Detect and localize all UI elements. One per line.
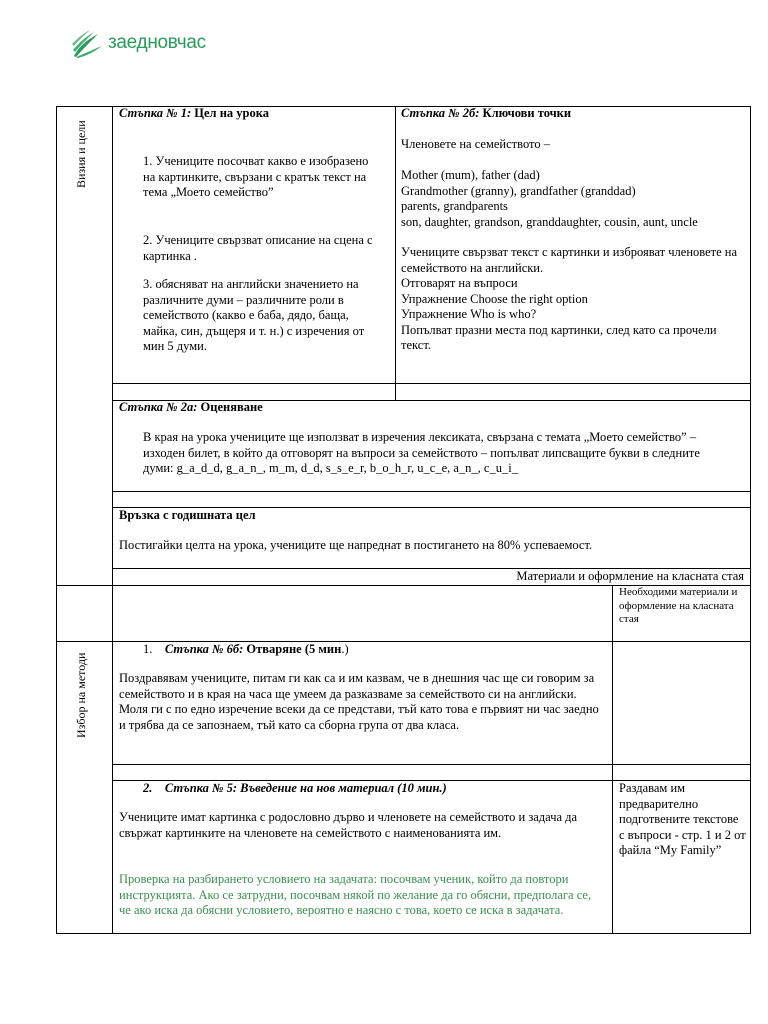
activity-line: Отговарят на въпроси (401, 276, 518, 290)
step2b-activities (401, 245, 741, 354)
step2b-heading: Стъпка № 2б: Ключови точки (401, 106, 572, 120)
logo (72, 24, 206, 62)
step6b-text: Поздравявам учениците, питам ги как са и им казвам, че в днешния час ще си говорим за семейството и в края на часа ще умеем да разказваме за семейството си на английски. Моля ги с по едно изречение всеки да се представи, тъй като това е първият ни час заедно и трябва да се запознаем, тъй като са сборна група от два класа. (119, 671, 599, 732)
row-divider (112, 491, 751, 492)
table-border-bottom (56, 933, 751, 934)
materials-header: Материали и оформление на класната стая (516, 569, 744, 583)
step1-item-3: 3. обясняват на английски значението на различните думи – различните роли в семейството (какво е баба, дядо, баща, майка, син, дъщеря и т. н.) с изречения от мин 5 думи. (143, 277, 365, 353)
step5-check-text: Проверка на разбирането условието на задачата: посочвам ученик, който да повтори инструкцията. Ако се затрудни, посочвам някой по желание да го обясни, предполага се, че ако иска да обясни условието, вероятно е наясно с това, което се иска в задачата. (119, 872, 592, 917)
step2b-lines (401, 168, 749, 230)
leaf-fan-icon (72, 28, 104, 58)
activity-line: Учениците свързват текст с картинки и изброяват членовете на семейството на английски. (401, 245, 738, 275)
vocab-line: son, daughter, grandson, granddaughter, cousin, aunt, uncle (401, 214, 698, 229)
step2b-intro: Членовете на семейството – (401, 137, 550, 151)
column-divider (612, 585, 613, 934)
side-label-methods: Избор на методи (74, 652, 88, 738)
step1-item-1: 1. Учениците посочват какво е изобразено на картинките, свързани с кратък текст на тема „Моето семейство” (143, 154, 369, 199)
step5-materials: Раздавам им предварително подготвените текстове с въпроси - стр. 1 и 2 от файла “My Family” (619, 781, 746, 857)
activity-line: Упражнение Choose the right option (401, 291, 588, 306)
annual-goal-heading: Връзка с годишната цел (119, 508, 256, 522)
vocab-line: Grandmother (granny), grandfather (granddad) (401, 183, 636, 198)
step2a-heading: Стъпка № 2а: Оценяване (119, 400, 263, 414)
table-border-right (750, 106, 751, 934)
row-divider (112, 764, 751, 765)
table-border-left (56, 106, 57, 934)
annual-goal-text: Постигайки целта на урока, учениците ще напреднат в постигането на 80% успеваемост. (119, 538, 593, 552)
side-label-vision: Визия и цели (74, 120, 88, 188)
row-divider (112, 383, 751, 384)
column-divider (112, 106, 113, 934)
step5-text: Учениците имат картинка с родословно дърво и членовете на семейството и задача да свържат картинките на членовете на семейството с наименованията им. (119, 810, 578, 840)
step1-heading: Стъпка № 1: Цел на урока (119, 106, 269, 120)
logo-text: заедновчас (108, 32, 206, 53)
vocab-line: Mother (mum), father (dad) (401, 168, 540, 182)
materials-column-label: Необходими материали и оформление на класната стая (619, 586, 738, 625)
activity-line: Попълват празни места под картинки, след като са прочели текст. (401, 322, 717, 352)
activity-line: Упражнение Who is who? (401, 307, 537, 321)
step1-item-2: 2. Учениците свързват описание на сцена с картинка . (143, 233, 373, 263)
step5-heading: 2. Стъпка № 5: Въведение на нов материал (10 мин.) (143, 781, 447, 795)
vocab-line: parents, grandparents (401, 199, 508, 213)
step6b-heading: 1. Стъпка № 6б: Отваряне (5 мин.) (143, 642, 349, 656)
column-divider (395, 106, 396, 400)
step2a-text: В края на урока учениците ще използват в изречения лексиката, свързана с темата „Моето семейство” – изходен билет, в който да отговорят на въпроси за семейството – попълват липсващите букви в следните думи: g_a_d_d, g_a_n_, m_m, d_d, s_s_e_r, b_o_h_r, u_c_e, a_n_, c_u_i_ (143, 430, 700, 475)
